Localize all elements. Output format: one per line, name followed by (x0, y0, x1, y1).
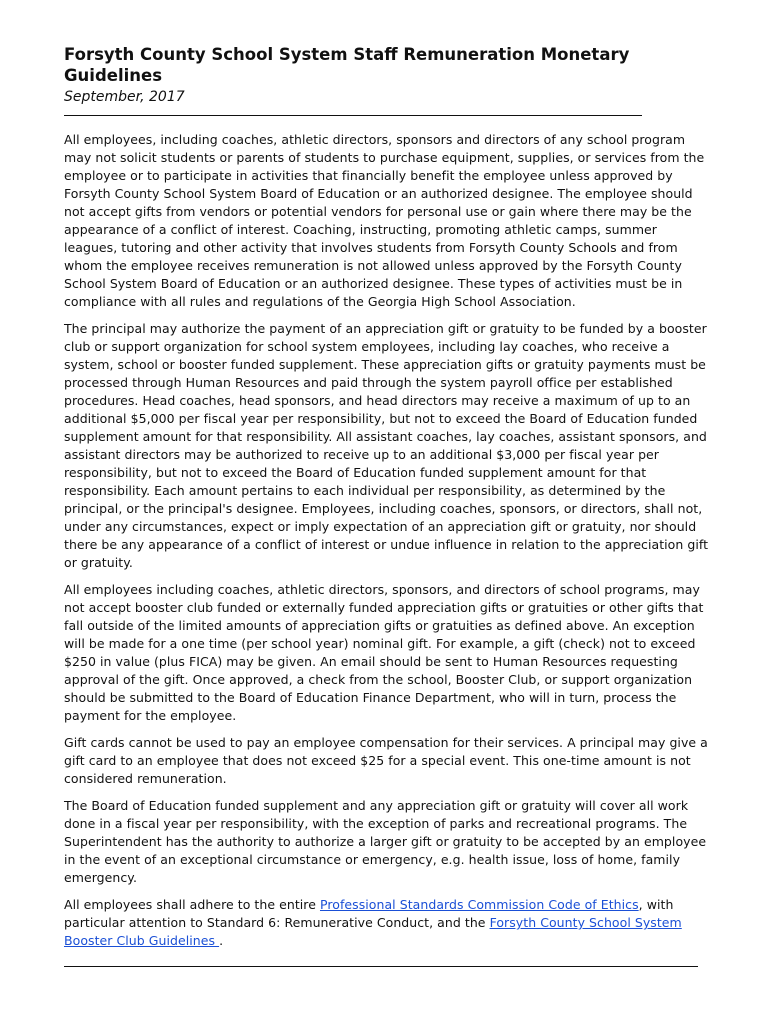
paragraph-appreciation-gifts: The principal may authorize the payment of an appreciation gift or gratuity to be funded by a booster club or support organization for school system employees, including lay coaches, who receive a system, school or booster funded supplement. These appreciation gifts or gratuity payments must be processed through Human Resources and paid through the system payroll office per established procedures. Head coaches, head sponsors, and head directors may receive a maximum of up to an additional $5,000 per fiscal year per responsibility, but not to exceed the Board of Education funded supplement amount for that responsibility. All assistant coaches, lay coaches, assistant sponsors, and assistant directors may be authorized to receive up to an additional $3,000 per fiscal year per responsibility, but not to exceed the Board of Education funded supplement amount for that responsibility. Each amount pertains to each individual per responsibility, as determined by the principal, or the principal's designee. Employees, including coaches, sponsors, or directors, shall not, under any circumstances, expect or imply expectation of an appreciation gift or gratuity, nor should there be any appearance of a conflict of interest or undue influence in relation to the appreciation gift or gratuity. (64, 321, 709, 570)
closing-text-end: . (219, 933, 224, 948)
title-divider (64, 115, 642, 116)
link-booster-club-guidelines[interactable]: Forsyth County School System Booster Club Guidelines (64, 915, 682, 948)
closing-text-start: All employees shall adhere to the entire (64, 897, 320, 912)
paragraph-fiscal-year-coverage: The Board of Education funded supplement and any appreciation gift or gratuity will cover all work done in a fiscal year per responsibility, with the exception of parks and recreational programs. The Superintendent has the authority to authorize a larger gift or gratuity to be accepted by an employee in the event of an exceptional circumstance or emergency, e.g. health issue, loss of home, family emergency. (64, 798, 707, 885)
footer-divider (64, 966, 698, 967)
paragraph-gift-cards: Gift cards cannot be used to pay an employee compensation for their services. A principal may give a gift card to an employee that does not exceed $25 for a special event. This one-time amount is not considered remuneration. (64, 735, 708, 786)
document-page (64, 44, 714, 959)
link-code-of-ethics[interactable]: Professional Standards Commission Code of Ethics (319, 897, 639, 912)
document-title: Forsyth County School System Staff Remuneration Monetary Guidelines (64, 45, 630, 85)
document-date: September, 2017 (64, 89, 185, 105)
paragraph-solicitation: All employees, including coaches, athletic directors, sponsors and directors of any school program may not solicit students or parents of students to purchase equipment, supplies, or services from the employee or to participate in activities that financially benefit the employee unless approved by Forsyth County School System Board of Education or an authorized designee. The employee should not accept gifts from vendors or potential vendors for personal use or gain where there may be the appearance of a conflict of interest. Coaching, instructing, promoting athletic camps, summer leagues, tutoring and other activity that involves students from Forsyth County Schools and from whom the employee receives remuneration is not allowed unless approved by the Forsyth County School System Board of Education or an authorized designee. These types of activities must be in compliance with all rules and regulations of the Georgia High School Association. (64, 132, 705, 309)
paragraph-booster-club-gifts: All employees including coaches, athletic directors, sponsors, and directors of school programs, may not accept booster club funded or externally funded appreciation gifts or gratuities or other gifts that fall outside of the limited amounts of appreciation gifts or gratuities as defined above. An exception will be made for a one time (per school year) nominal gift. For example, a gift (check) not to exceed $250 in value (plus FICA) may be given. An email should be sent to Human Resources requesting approval of the gift. Once approved, a check from the school, Booster Club, or support organization should be submitted to the Board of Education Finance Department, who will in turn, process the payment for the employee. (64, 582, 704, 723)
document-body (64, 131, 714, 950)
closing-text-middle: , with particular attention to Standard 6: Remunerative Conduct, and the (64, 897, 674, 930)
paragraph-code-of-ethics (64, 896, 714, 950)
